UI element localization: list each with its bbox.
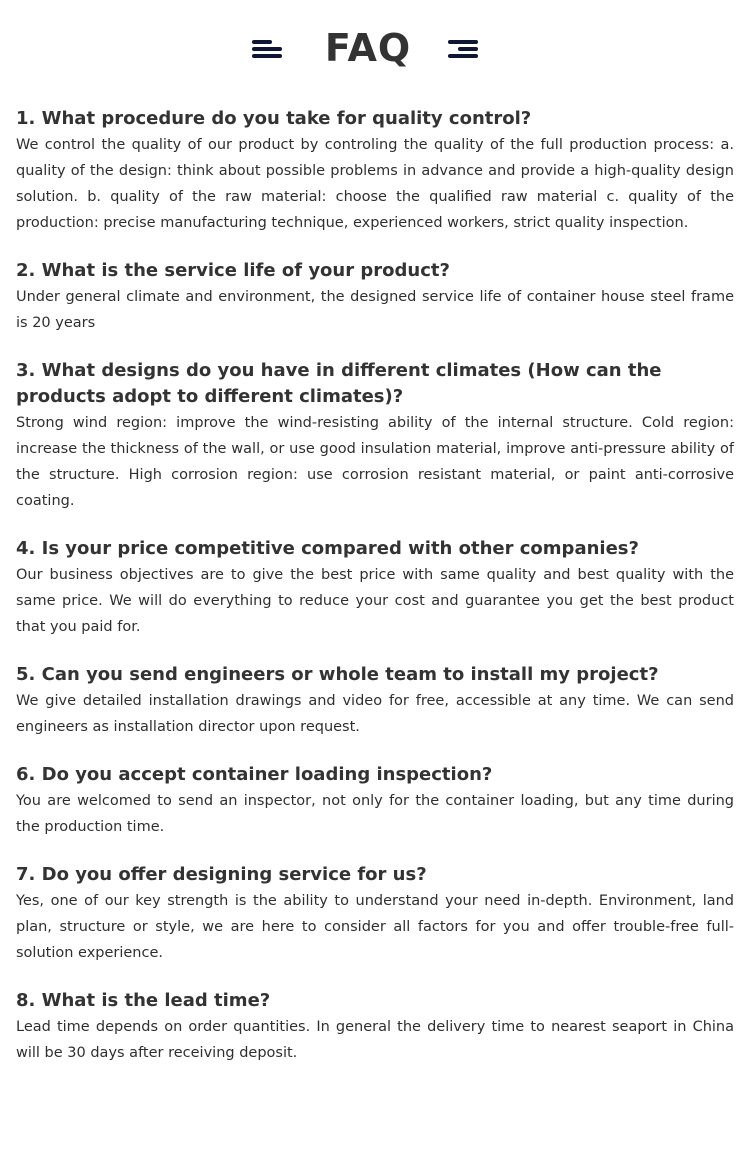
faq-question: 5. Can you send engineers or whole team to install my project? xyxy=(16,664,659,685)
faq-answer: Lead time depends on order quantities. In general the delivery time to nearest seaport in China will be 30 days after receiving deposit. xyxy=(16,1019,734,1061)
faq-answer: You are welcomed to send an inspector, not only for the container loading, but any time during the production time. xyxy=(16,793,734,835)
faq-item xyxy=(16,662,734,740)
faq-question: 4. Is your price competitive compared with other companies? xyxy=(16,538,639,559)
faq-question: 1. What procedure do you take for quality control? xyxy=(16,108,532,129)
faq-question: 6. Do you accept container loading inspection? xyxy=(16,764,493,785)
faq-item xyxy=(16,258,734,336)
faq-item xyxy=(16,862,734,966)
faq-item xyxy=(16,358,734,514)
faq-item xyxy=(16,536,734,640)
faq-answer: We give detailed installation drawings and video for free, accessible at any time. We can send engineers as installation director upon request. xyxy=(16,693,734,735)
faq-question: 7. Do you offer designing service for us? xyxy=(16,864,427,885)
faq-answer: Under general climate and environment, the designed service life of container house steel frame is 20 years xyxy=(16,289,734,331)
page-title: FAQ xyxy=(324,26,412,70)
faq-question: 2. What is the service life of your product? xyxy=(16,260,450,281)
page-header xyxy=(0,22,750,76)
faq-list xyxy=(16,106,734,1088)
faq-answer: Strong wind region: improve the wind-resisting ability of the internal structure. Cold region: increase the thickness of the wall, or use good insulation material, improve anti-pressure ability of the structure. High corrosion region: use corrosion resistant material, or paint anti-corrosive coating. xyxy=(16,415,734,509)
faq-question: 8. What is the lead time? xyxy=(16,990,271,1011)
faq-question: 3. What designs do you have in different climates (How can the products adopt to different climates)? xyxy=(16,360,662,407)
faq-item xyxy=(16,106,734,236)
faq-answer: We control the quality of our product by controling the quality of the full production process: a. quality of the design: think about possible problems in advance and provide a high-quality design solution. b. quality of the raw material: choose the qualified raw material c. quality of the production: precise manufacturing technique, experienced workers, strict quality inspection. xyxy=(16,137,734,231)
menu-lines-icon xyxy=(446,39,480,59)
faq-answer: Our business objectives are to give the best price with same quality and best quality with the same price. We will do everything to reduce your cost and guarantee you get the best product that you paid for. xyxy=(16,567,734,635)
faq-answer: Yes, one of our key strength is the ability to understand your need in-depth. Environment, land plan, structure or style, we are here to consider all factors for you and offer trouble-free full-solution experience. xyxy=(16,893,734,961)
faq-item xyxy=(16,988,734,1066)
faq-item xyxy=(16,762,734,840)
